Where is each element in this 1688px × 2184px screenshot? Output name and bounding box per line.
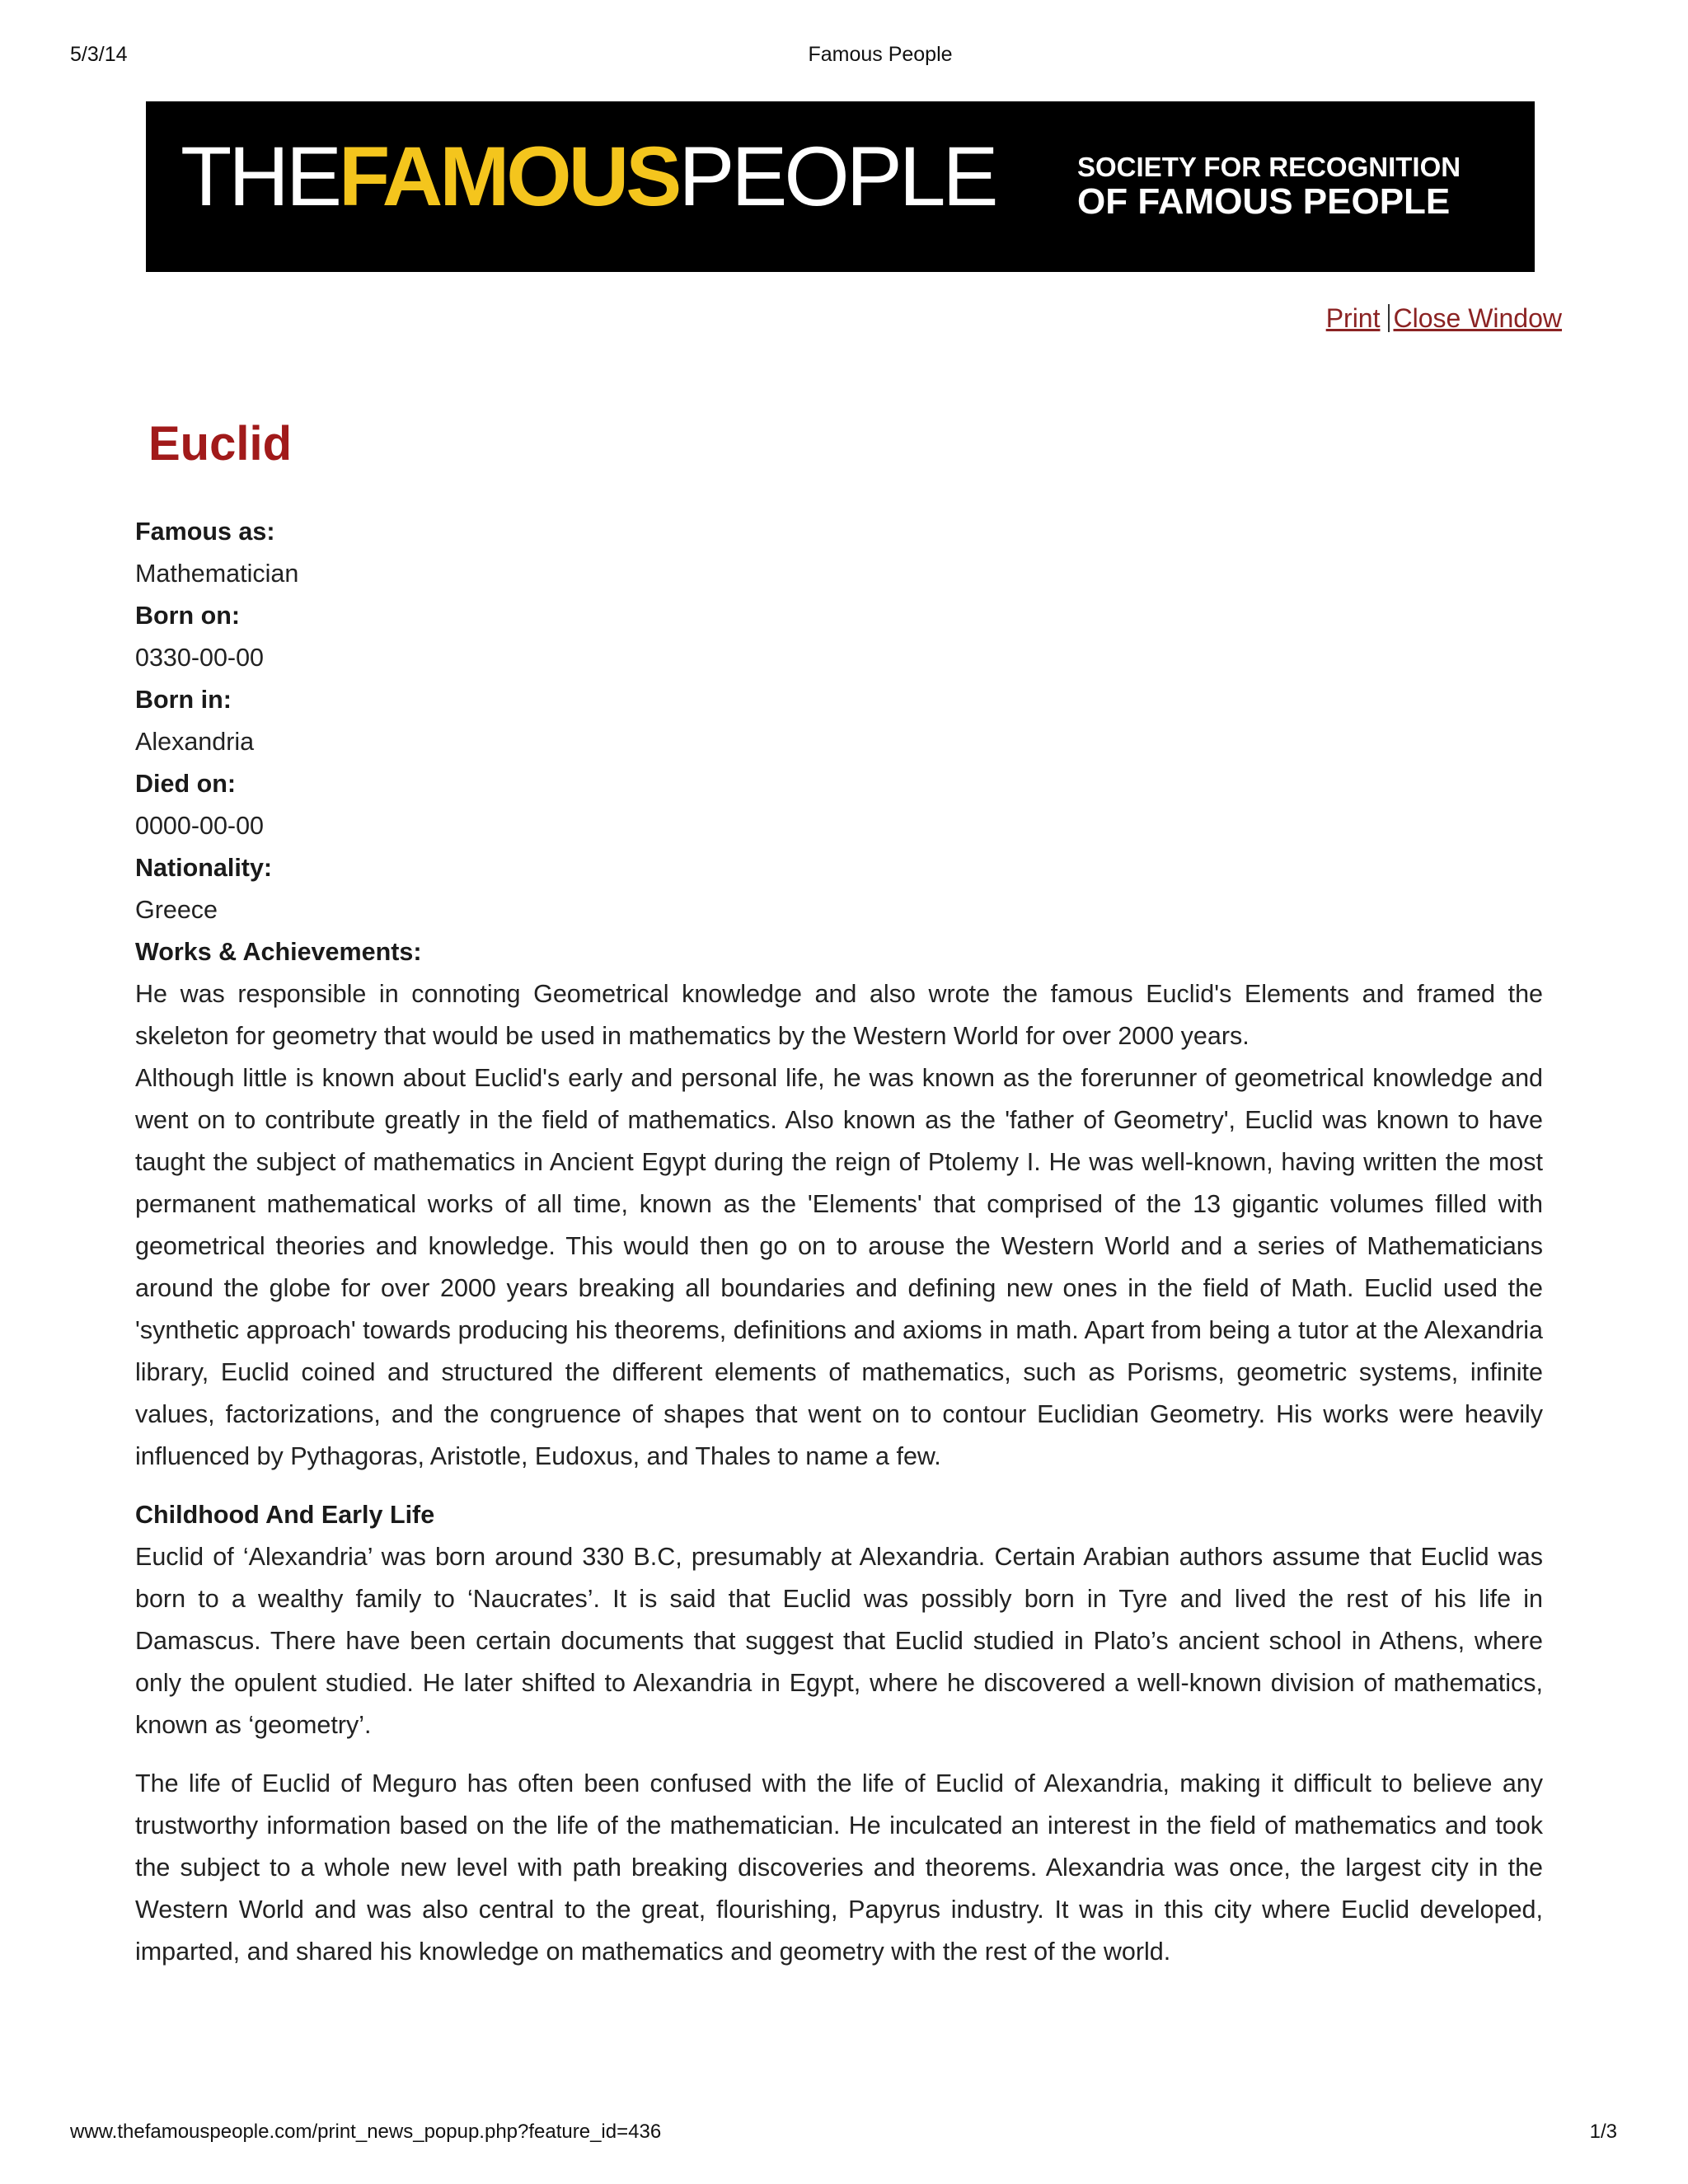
- works-paragraph: Although little is known about Euclid's early and personal life, he was known as the forerunner of geometrical knowledge and went on to contribute greatly in the field of mathematics. Also known as the 'father of Geometry', Euclid was known to have taught the subject of mathematics in Ancient Egypt during the reign of Ptolemy I. He was well-known, having written the most permanent mathematical works of all time, known as the 'Elements' that comprised of the 13 gigantic volumes filled with geometrical theories and knowledge. This would then go on to arouse the Western World and a series of Mathematicians around the globe for over 2000 years breaking all boundaries and defining new ones in the field of Math. Euclid used the 'synthetic approach' towards producing his theorems, definitions and axioms in math. Apart from being a tutor at the Alexandria library, Euclid coined and structured the different elements of mathematics, such as Porisms, geometric systems, infinite values, factorizations, and the congruence of shapes that went on to contour Euclidian Geometry. His works were heavily influenced by Pythagoras, Aristotle, Eudoxus, and Thales to name a few.: [135, 1064, 1543, 1470]
- close-window-link[interactable]: Close Window: [1393, 303, 1562, 333]
- field-value-died-on: 0000-00-00: [135, 812, 265, 840]
- person-name: Euclid: [148, 417, 293, 471]
- tagline-line-1: SOCIETY FOR RECOGNITION: [1077, 152, 1461, 182]
- field-value-nationality: Greece: [135, 896, 218, 924]
- field-label-famous-as: Famous as:: [135, 518, 275, 546]
- works-paragraph: He was responsible in connoting Geometrical knowledge and also wrote the famous Euclid's Elements and framed the skeleton for geometry that would be used in mathematics by the Western World for over 2000 years.: [135, 980, 1543, 1050]
- print-date: 5/3/14: [70, 43, 128, 66]
- logo-the: THE: [181, 129, 339, 223]
- childhood-paragraph: The life of Euclid of Meguro has often been confused with the life of Euclid of Alexandria, making it difficult to believe any trustworthy information based on the life of the mathematician. He inculcated an interest in the field of mathematics and took the subject to a whole new level with path breaking discoveries and theorems. Alexandria was once, the largest city in the Western World and was also central to the great, flourishing, Papyrus industry. It was in this city where Euclid developed, imparted, and shared his knowledge on mathematics and geometry with the rest of the world.: [135, 1769, 1543, 1966]
- field-label-nationality: Nationality:: [135, 854, 273, 882]
- profile-content: [135, 511, 1543, 1973]
- footer-page-number: 1/3: [1589, 2121, 1617, 2143]
- tagline-line-2: OF FAMOUS PEOPLE: [1077, 181, 1451, 223]
- field-label-died-on: Died on:: [135, 770, 236, 798]
- field-value-famous-as: Mathematician: [135, 560, 299, 588]
- footer-url: www.thefamouspeople.com/print_news_popup.php?feature_id=436: [70, 2121, 662, 2143]
- site-logo[interactable]: [181, 129, 996, 223]
- link-separator: [1388, 304, 1390, 332]
- print-page-title: Famous People: [808, 43, 953, 66]
- logo-famous: FAMOUS: [339, 129, 679, 223]
- section-heading-childhood: Childhood And Early Life: [135, 1501, 435, 1529]
- field-label-born-in: Born in:: [135, 686, 232, 714]
- works-label: Works & Achievements:: [135, 938, 422, 966]
- field-label-born-on: Born on:: [135, 602, 241, 630]
- site-banner: [146, 101, 1535, 272]
- logo-people: PEOPLE: [678, 129, 996, 223]
- field-value-born-on: 0330-00-00: [135, 644, 265, 672]
- action-links: [989, 303, 1562, 334]
- print-link[interactable]: Print: [1325, 303, 1381, 333]
- field-value-born-in: Alexandria: [135, 728, 255, 756]
- site-tagline: [1077, 152, 1461, 223]
- childhood-paragraph: Euclid of ‘Alexandria’ was born around 330 B.C, presumably at Alexandria. Certain Arabian authors assume that Euclid was born to a wealthy family to ‘Naucrates’. It is said that Euclid was possibly born in Tyre and lived the rest of his life in Damascus. There have been certain documents that suggest that Euclid studied in Plato’s ancient school in Athens, where only the opulent studied. He later shifted to Alexandria in Egypt, where he discovered a well-known division of mathematics, known as ‘geometry’.: [135, 1543, 1543, 1739]
